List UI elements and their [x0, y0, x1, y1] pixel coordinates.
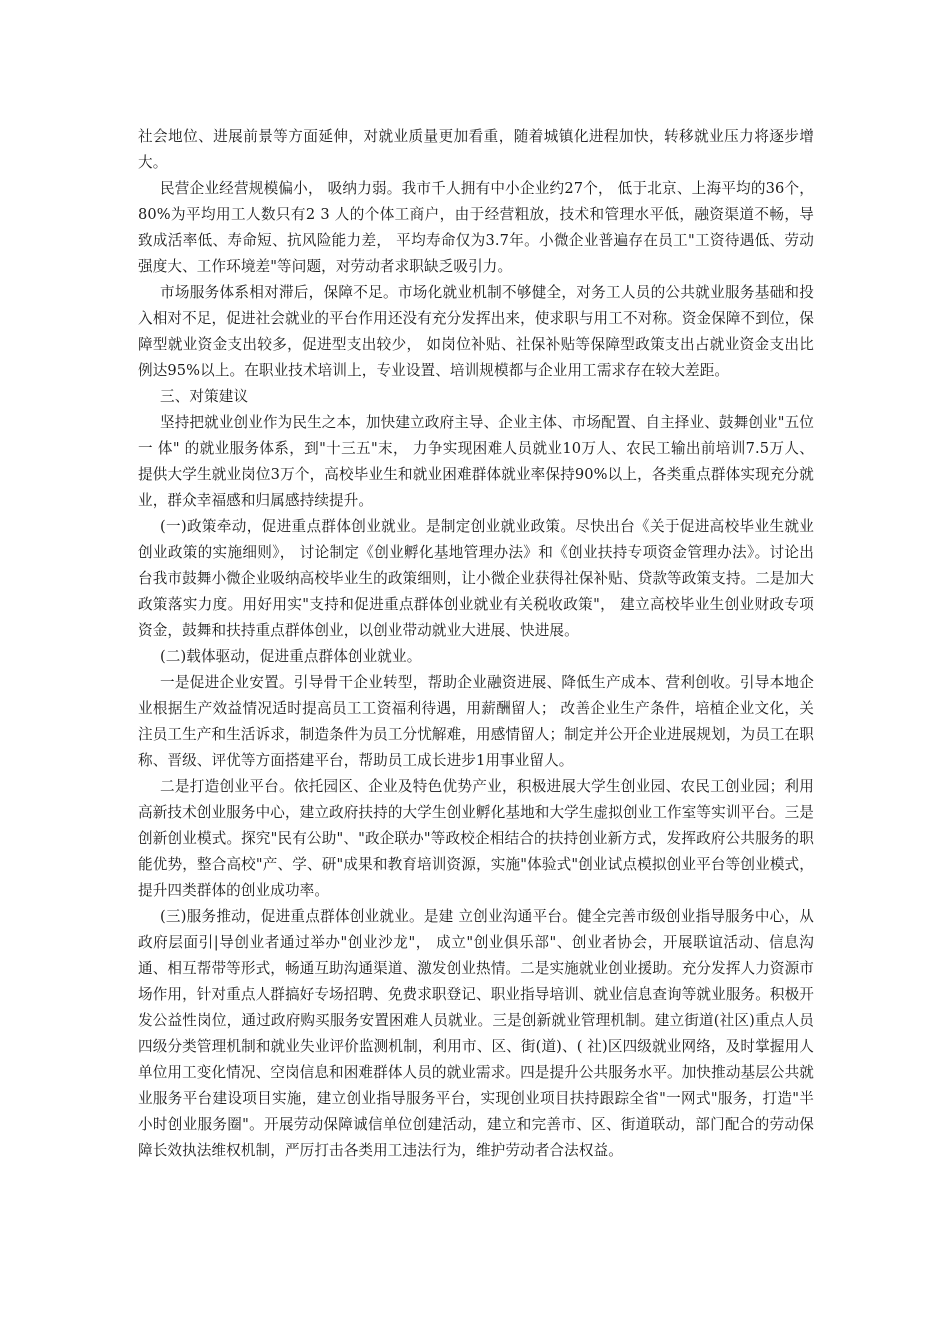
paragraph-enterprise-placement: 一是促进企业安置。引导骨干企业转型，帮助企业融资进展、降低生产成本、营利创收。引导本地企业根据生产效益情况适时提高员工工资福利待遇，用薪酬留人； 改善企业生产条件，培植企业文化，关注员工生产和生活诉求，制造条件为员工分忧解难，用感情留人；制定并公开企业进展规划，为员工在职称、晋级、评优等方面搭建平台，帮助员工成长进步1用事业留人。: [138, 674, 814, 769]
document-body: [138, 124, 814, 1164]
section-heading-countermeasures: 三、对策建议: [160, 388, 249, 405]
subheading-carrier-driven: (二)载体驱动，促进重点群体创业就业。: [160, 648, 422, 665]
paragraph-service-driven: (三)服务推动，促进重点群体创业就业。是建 立创业沟通平台。健全完善市级创业指导服务中心，从政府层面引|导创业者通过举办"创业沙龙"， 成立"创业俱乐部"、创业者协会，开展联谊活动、信息沟通、相互帮带等形式，畅通互助沟通渠道、激发创业热情。二是实施就业创业援助。充分发挥人力资源市场作用，针对重点人群搞好专场招聘、免费求职登记、职业指导培训、就业信息查询等就业服务。积极开发公益性岗位，通过政府购买服务安置困难人员就业。三是创新就业管理机制。建立街道(社区)重点人员四级分类管理机制和就业失业评价监测机制，利用市、区、街(道)、( 社)区四级就业网络，及时掌握用人单位用工变化情况、空岗信息和困难群体人员的就业需求。四是提升公共服务水平。加快推动基层公共就业服务平台建设项目实施，建立创业指导服务平台，实现创业项目扶持跟踪全省"一网式"服务，打造"半小时创业服务圈"。开展劳动保障诚信单位创建活动，建立和完善市、区、街道联动，部门配合的劳动保障长效执法维权机制，严厉打击各类用工违法行为，维护劳动者合法权益。: [138, 908, 814, 1159]
paragraph-continuation: 社会地位、进展前景等方面延伸，对就业质量更加看重，随着城镇化进程加快，转移就业压力将逐步增大。: [138, 128, 814, 171]
paragraph-policy-driven: (一)政策牵动，促进重点群体创业就业。是制定创业就业政策。尽快出台《关于促进高校毕业生就业创业政策的实施细则》， 讨论制定《创业孵化基地管理办法》和《创业扶持专项资金管理办法》。讨论出台我市鼓舞小微企业吸纳高校毕业生的政策细则，让小微企业获得社保补贴、贷款等政策支持。二是加大政策落实力度。用好用实"支持和促进重点群体创业就业有关税收政策"， 建立高校毕业生创业财政专项资金，鼓舞和扶持重点群体创业，以创业带动就业大进展、快进展。: [138, 518, 814, 639]
paragraph-overall-goal: 坚持把就业创业作为民生之本，加快建立政府主导、企业主体、市场配置、自主择业、鼓舞创业"五位一 体" 的就业服务体系，到"十三五"末， 力争实现困难人员就业10万人、农民工输出前培训7.5万人、提供大学生就业岗位3万个，高校毕业生和就业困难群体就业率保持90%以上，各类重点群体实现充分就业，群众幸福感和归属感持续提升。: [138, 414, 814, 509]
paragraph-market-service: 市场服务体系相对滞后，保障不足。市场化就业机制不够健全，对务工人员的公共就业服务基础和投入相对不足，促进社会就业的平台作用还没有充分发挥出来，使求职与用工不对称。资金保障不到位，保障型就业资金支出较多，促进型支出较少， 如岗位补贴、社保补贴等保障型政策支出占就业资金支出比例达95%以上。在职业技术培训上，专业设置、培训规模都与企业用工需求存在较大差距。: [138, 284, 814, 379]
paragraph-private-enterprise: 民营企业经营规模偏小， 吸纳力弱。我市千人拥有中小企业约27个， 低于北京、上海平均的36个， 80%为平均用工人数只有2 3 人的个体工商户，由于经营粗放，技术和管理水平低，融资渠道不畅，导致成活率低、寿命短、抗风险能力差， 平均寿命仅为3.7年。小微企业普遍存在员工"工资待遇低、劳动强度大、工作环境差"等问题，对劳动者求职缺乏吸引力。: [138, 180, 814, 275]
paragraph-startup-platform: 二是打造创业平台。依托园区、企业及特色优势产业，积极进展大学生创业园、农民工创业园；利用高新技术创业服务中心，建立政府扶持的大学生创业孵化基地和大学生虚拟创业工作室等实训平台。三是创新创业模式。探究"民有公助"、"政企联办"等政校企相结合的扶持创业新方式，发挥政府公共服务的职能优势，整合高校"产、学、研"成果和教育培训资源，实施"体验式"创业试点模拟创业平台等创业模式，提升四类群体的创业成功率。: [138, 778, 814, 899]
